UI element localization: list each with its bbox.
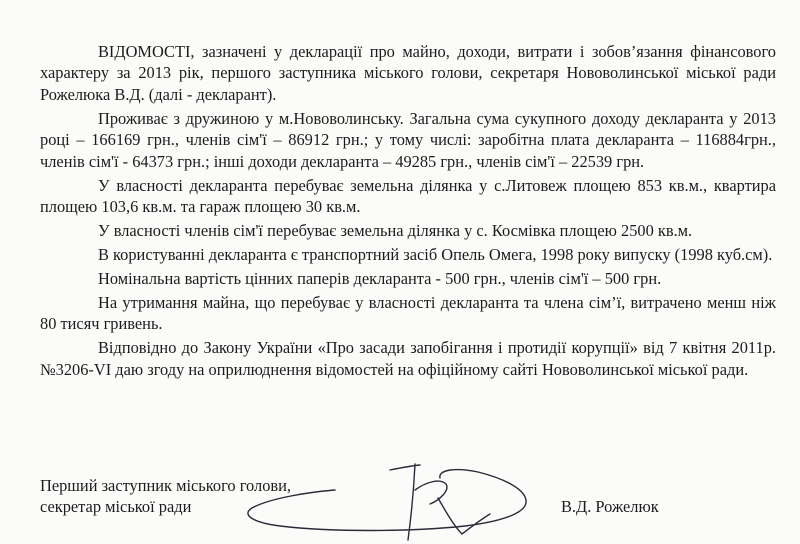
paragraph-maintenance: На утримання майна, що перебуває у власності декларанта та члена сім’ї, витрачено менш ніж 80 тисяч гривень. — [40, 293, 776, 334]
paragraph-securities: Номінальна вартість цінних паперів декларанта - 500 грн., членів сім'ї – 500 грн. — [98, 269, 662, 289]
signer-name: В.Д. Рожелюк — [561, 497, 659, 516]
declaration-body — [40, 41, 776, 380]
paragraph-income: Проживає з дружиною у м.Нововолинську. Загальна сума сукупного доходу декларанта у 2013 році – 166169 грн., членів сім'ї – 86912 грн.; у тому числі: заробітна плата декларанта – 116884грн., членів сім'ї - 64373 грн.; інші доходи декларанта – 49285 грн., членів сім'ї – 22539 грн. — [40, 108, 776, 171]
signer-title-line1: Перший заступник міського голови, — [40, 476, 291, 495]
paragraph-consent: Відповідно до Закону України «Про засади запобігання і протидії корупції» від 7 квітня 2011р. №3206-VI даю згоду на оприлюднення відомостей на офіційному сайті Нововолинської міської ради. — [40, 338, 776, 379]
paragraph-family-property: У власності членів сім'ї перебуває земельна ділянка у с. Космівка площею 2500 кв.м. — [98, 221, 693, 241]
paragraph-vehicle: В користуванні декларанта є транспортний засіб Опель Омега, 1998 року випуску (1998 куб.см). — [98, 245, 773, 265]
paragraph-intro: ВІДОМОСТІ, зазначені у декларації про майно, доходи, витрати і зобов’язання фінансового характеру за 2013 рік, першого заступника міського голови, секретаря Нововолинської міської ради Рожелюка В.Д. (далі - декларант). — [40, 42, 776, 104]
handwritten-signature — [240, 440, 540, 544]
signer-title-line2: секретар міської ради — [40, 497, 192, 517]
paragraph-declarant-property: У власності декларанта перебуває земельна ділянка у с.Литовеж площею 853 кв.м., квартира площею 103,6 кв.м. та гараж площею 30 кв.м. — [40, 175, 776, 217]
